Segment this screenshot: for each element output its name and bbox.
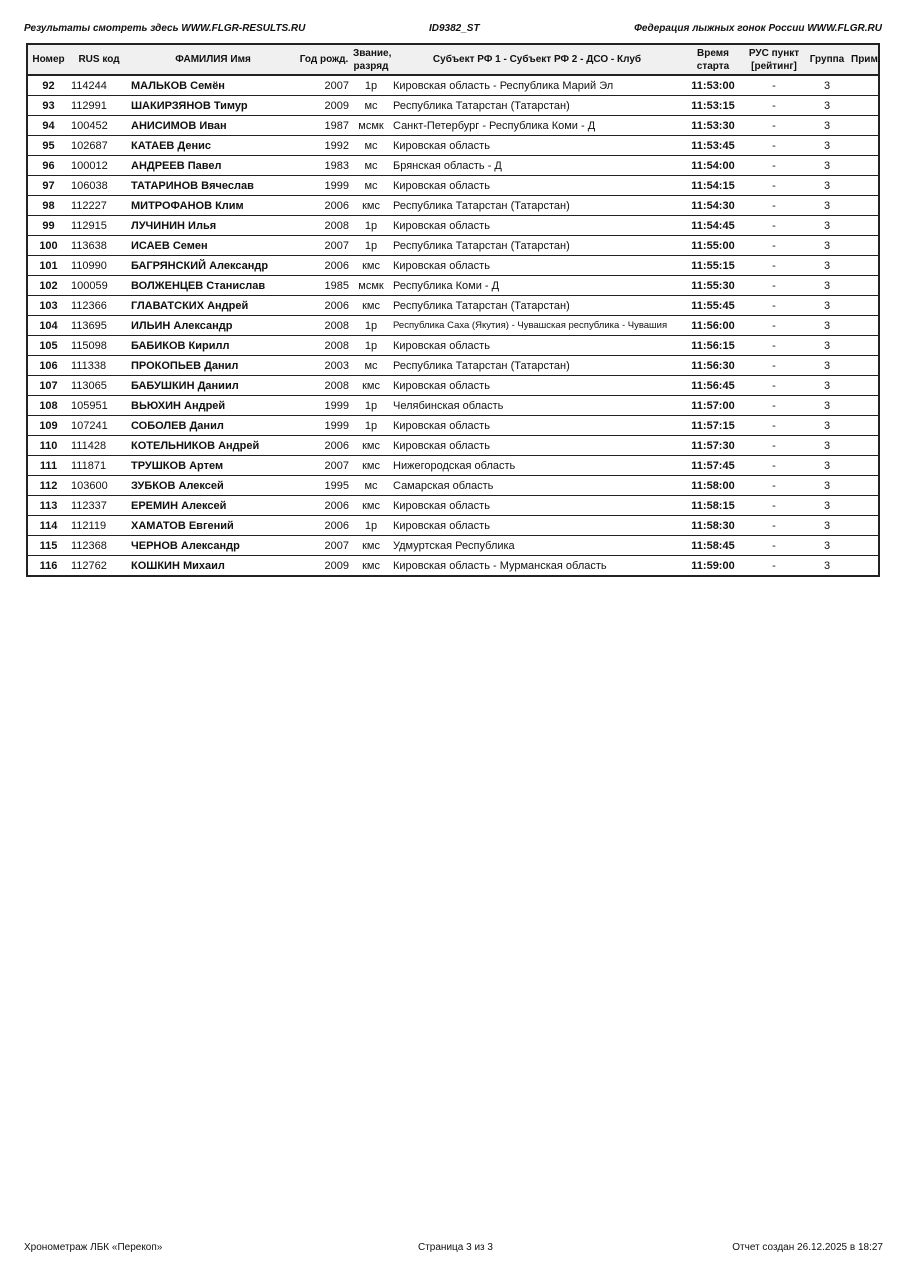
cell-code: 112368 [69, 536, 129, 556]
cell-group: 3 [805, 216, 849, 236]
cell-note [849, 116, 879, 136]
cell-rank: 1р [351, 216, 391, 236]
cell-code: 100059 [69, 276, 129, 296]
cell-region: Самарская область [391, 476, 683, 496]
cell-code: 107241 [69, 416, 129, 436]
table-row [27, 476, 879, 496]
cell-time: 11:54:00 [683, 156, 743, 176]
cell-note [849, 176, 879, 196]
table-row [27, 176, 879, 196]
document-id: ID9382_ST [429, 23, 480, 34]
table-row [27, 75, 879, 96]
cell-note [849, 236, 879, 256]
cell-group: 3 [805, 496, 849, 516]
cell-rus: - [743, 216, 805, 236]
cell-rus: - [743, 96, 805, 116]
cell-time: 11:58:45 [683, 536, 743, 556]
cell-time: 11:59:00 [691, 559, 735, 572]
cell-region: Республика Татарстан (Татарстан) [391, 196, 683, 216]
cell-time: 11:57:00 [683, 396, 743, 416]
cell-num: 96 [27, 156, 69, 176]
column-header-year: Год рожд. [297, 44, 351, 75]
cell-year: 2006 [297, 256, 351, 276]
cell-rank: мсмк [351, 116, 391, 136]
cell-rank: 1р [351, 336, 391, 356]
cell-rus: - [743, 316, 805, 336]
table-row [27, 396, 879, 416]
cell-time: 11:55:15 [683, 256, 743, 276]
cell-code: 112991 [69, 96, 129, 116]
cell-rank: мс [351, 476, 391, 496]
cell-rank: 1р [351, 396, 391, 416]
cell-code: 115098 [69, 336, 129, 356]
table-row [27, 556, 879, 577]
cell-time: 11:54:30 [683, 196, 743, 216]
column-header-group: Группа [805, 44, 849, 75]
cell-note [849, 376, 879, 396]
cell-time: 11:58:15 [683, 496, 743, 516]
cell-note [849, 256, 879, 276]
table-row [27, 456, 879, 476]
cell-year: 2009 [324, 559, 349, 572]
table-row [27, 436, 879, 456]
table-row [27, 416, 879, 436]
column-header-time: Время старта [683, 44, 743, 75]
cell-group: 3 [805, 196, 849, 216]
cell-note [849, 296, 879, 316]
cell-name: ЗУБКОВ Алексей [129, 476, 297, 496]
cell-note [849, 216, 879, 236]
cell-region: Санкт-Петербург - Республика Коми - Д [391, 116, 683, 136]
cell-region: Нижегородская область [391, 456, 683, 476]
cell-group: 3 [805, 516, 849, 536]
cell-year: 1999 [297, 176, 351, 196]
cell-year: 1983 [297, 156, 351, 176]
cell-time: 11:53:00 [683, 75, 743, 96]
cell-name: ЧЕРНОВ Александр [129, 536, 297, 556]
cell-time: 11:57:45 [683, 456, 743, 476]
page-number: Страница 3 из 3 [418, 1242, 493, 1253]
cell-name: ЕРЕМИН Алексей [129, 496, 297, 516]
cell-num: 108 [27, 396, 69, 416]
cell-rus: - [743, 276, 805, 296]
cell-code: 113638 [69, 236, 129, 256]
cell-region: Кировская область [391, 256, 683, 276]
cell-rus: - [743, 356, 805, 376]
cell-year: 1999 [297, 396, 351, 416]
cell-region: Республика Саха (Якутия) - Чувашская республика - Чувашия [391, 316, 683, 336]
cell-name: АНИСИМОВ Иван [129, 116, 297, 136]
cell-group: 3 [805, 75, 849, 96]
cell-rank: 1р [351, 416, 391, 436]
cell-rank: мс [351, 136, 391, 156]
cell-num: 107 [27, 376, 69, 396]
cell-rus: - [743, 75, 805, 96]
cell-rank: кмс [351, 296, 391, 316]
cell-code: 105951 [69, 396, 129, 416]
column-header-rus: РУС пункт [рейтинг] [743, 44, 805, 75]
cell-year: 2008 [297, 376, 351, 396]
cell-name: ПРОКОПЬЕВ Данил [129, 356, 297, 376]
cell-group: 3 [805, 456, 849, 476]
cell-year: 2008 [297, 336, 351, 356]
cell-code: 112366 [69, 296, 129, 316]
table-row [27, 236, 879, 256]
cell-note [849, 516, 879, 536]
cell-note [849, 416, 879, 436]
column-header-num: Номер [27, 44, 69, 75]
cell-name: МИТРОФАНОВ Клим [129, 196, 297, 216]
cell-name: СОБОЛЕВ Данил [129, 416, 297, 436]
timing-credit: Хронометраж ЛБК «Перекоп» [24, 1242, 163, 1253]
cell-rus: - [743, 256, 805, 276]
cell-rank: 1р [351, 75, 391, 96]
cell-region: Республика Коми - Д [391, 276, 683, 296]
cell-region: Республика Татарстан (Татарстан) [391, 236, 683, 256]
cell-code: 111338 [69, 356, 129, 376]
cell-code: 112119 [69, 516, 129, 536]
table-row [27, 496, 879, 516]
cell-code: 112915 [69, 216, 129, 236]
cell-group: 3 [805, 276, 849, 296]
cell-time: 11:56:15 [683, 336, 743, 356]
cell-name: ШАКИРЗЯНОВ Тимур [129, 96, 297, 116]
cell-rank: мс [351, 96, 391, 116]
table-row [27, 536, 879, 556]
table-header-row [27, 44, 879, 75]
cell-note [849, 556, 879, 577]
cell-rank: мс [351, 356, 391, 376]
cell-group: 3 [805, 156, 849, 176]
table-row [27, 96, 879, 116]
cell-name: КОШКИН Михаил [131, 559, 225, 572]
cell-group: 3 [805, 176, 849, 196]
cell-code: 113065 [69, 376, 129, 396]
cell-note [849, 136, 879, 156]
cell-code: 106038 [69, 176, 129, 196]
cell-name: КАТАЕВ Денис [129, 136, 297, 156]
cell-group: 3 [823, 559, 831, 572]
cell-num: 112 [27, 476, 69, 496]
cell-region: Республика Татарстан (Татарстан) [391, 356, 683, 376]
cell-rank: кмс [351, 436, 391, 456]
cell-year: 2007 [297, 236, 351, 256]
cell-name: БАБИКОВ Кирилл [129, 336, 297, 356]
cell-time: 11:57:30 [683, 436, 743, 456]
cell-note [849, 336, 879, 356]
cell-time: 11:58:00 [683, 476, 743, 496]
table-row [27, 516, 879, 536]
cell-num: 99 [27, 216, 69, 236]
cell-code: 102687 [69, 136, 129, 156]
cell-group: 3 [805, 476, 849, 496]
cell-rus: - [772, 559, 776, 572]
cell-year: 2008 [297, 316, 351, 336]
cell-num: 98 [27, 196, 69, 216]
cell-year: 2007 [297, 536, 351, 556]
cell-time: 11:54:15 [683, 176, 743, 196]
cell-time: 11:56:45 [683, 376, 743, 396]
cell-region: Кировская область - Мурманская область [393, 559, 607, 572]
cell-note [849, 436, 879, 456]
cell-note [849, 196, 879, 216]
cell-note [849, 156, 879, 176]
cell-region: Челябинская область [391, 396, 683, 416]
cell-time: 11:56:00 [683, 316, 743, 336]
cell-year: 2006 [297, 496, 351, 516]
page-footer [24, 1242, 883, 1256]
cell-note [849, 476, 879, 496]
cell-time: 11:56:30 [683, 356, 743, 376]
cell-rank: мс [351, 176, 391, 196]
cell-group: 3 [805, 236, 849, 256]
cell-rank: кмс [351, 196, 391, 216]
cell-name: КОТЕЛЬНИКОВ Андрей [129, 436, 297, 456]
cell-num: 94 [27, 116, 69, 136]
cell-rus: - [743, 536, 805, 556]
cell-time: 11:54:45 [683, 216, 743, 236]
cell-group: 3 [805, 416, 849, 436]
cell-num: 113 [27, 496, 69, 516]
cell-year: 2006 [297, 296, 351, 316]
cell-num: 116 [39, 559, 58, 572]
cell-rank: кмс [351, 536, 391, 556]
cell-year: 2006 [297, 516, 351, 536]
cell-num: 100 [27, 236, 69, 256]
cell-rus: - [743, 296, 805, 316]
cell-rus: - [743, 116, 805, 136]
cell-year: 2003 [297, 356, 351, 376]
cell-rus: - [743, 176, 805, 196]
cell-note [849, 456, 879, 476]
cell-group: 3 [805, 116, 849, 136]
cell-name: ИСАЕВ Семен [129, 236, 297, 256]
cell-time: 11:57:15 [683, 416, 743, 436]
report-created: Отчет создан 26.12.2025 в 18:27 [732, 1242, 883, 1253]
table-row [27, 316, 879, 336]
table-row [27, 296, 879, 316]
federation-text: Федерация лыжных гонок России WWW.FLGR.RU [634, 23, 882, 34]
cell-rank: мс [351, 156, 391, 176]
cell-rus: - [743, 416, 805, 436]
start-list-table [26, 43, 880, 577]
cell-name: ТРУШКОВ Артем [129, 456, 297, 476]
cell-note [849, 356, 879, 376]
cell-rank: кмс [351, 456, 391, 476]
cell-name: ЛУЧИНИН Илья [129, 216, 297, 236]
cell-code: 112337 [69, 496, 129, 516]
cell-rank: кмс [351, 376, 391, 396]
cell-group: 3 [805, 136, 849, 156]
cell-code: 103600 [69, 476, 129, 496]
cell-note [849, 316, 879, 336]
cell-rank: мсмк [351, 276, 391, 296]
cell-rus: - [743, 336, 805, 356]
cell-num: 103 [27, 296, 69, 316]
cell-time: 11:58:30 [683, 516, 743, 536]
cell-num: 106 [27, 356, 69, 376]
cell-group: 3 [805, 96, 849, 116]
table-row [27, 256, 879, 276]
cell-region: Республика Татарстан (Татарстан) [391, 96, 683, 116]
table-row [27, 156, 879, 176]
cell-region: Кировская область [391, 436, 683, 456]
table-row [27, 356, 879, 376]
cell-group: 3 [805, 336, 849, 356]
cell-group: 3 [805, 396, 849, 416]
cell-region: Кировская область [391, 336, 683, 356]
cell-rank: кмс [351, 256, 391, 276]
column-header-rank: Звание, разряд [351, 44, 391, 75]
cell-region: Кировская область [391, 216, 683, 236]
cell-name: ТАТАРИНОВ Вячеслав [129, 176, 297, 196]
cell-name: АНДРЕЕВ Павел [129, 156, 297, 176]
cell-num: 105 [27, 336, 69, 356]
table-row [27, 376, 879, 396]
cell-note [849, 276, 879, 296]
table-row [27, 136, 879, 156]
cell-code: 100452 [69, 116, 129, 136]
cell-region: Кировская область - Республика Марий Эл [391, 75, 683, 96]
cell-region: Кировская область [391, 136, 683, 156]
cell-rus: - [743, 516, 805, 536]
cell-name: БАГРЯНСКИЙ Александр [129, 256, 297, 276]
cell-group: 3 [805, 356, 849, 376]
cell-rus: - [743, 136, 805, 156]
cell-name: БАБУШКИН Даниил [129, 376, 297, 396]
cell-rus: - [743, 436, 805, 456]
cell-year: 1985 [297, 276, 351, 296]
cell-code: 112762 [71, 559, 107, 572]
cell-code: 100012 [69, 156, 129, 176]
cell-note [849, 496, 879, 516]
cell-num: 102 [27, 276, 69, 296]
cell-year: 1999 [297, 416, 351, 436]
cell-note [849, 536, 879, 556]
cell-code: 111428 [69, 436, 129, 456]
cell-rank: кмс [351, 496, 391, 516]
cell-code: 110990 [69, 256, 129, 276]
cell-rank: кмс [362, 559, 380, 572]
cell-time: 11:53:30 [683, 116, 743, 136]
cell-region: Республика Татарстан (Татарстан) [391, 296, 683, 316]
cell-group: 3 [805, 316, 849, 336]
cell-year: 1992 [297, 136, 351, 156]
cell-rus: - [743, 236, 805, 256]
cell-note [849, 75, 879, 96]
cell-num: 114 [27, 516, 69, 536]
table-row [27, 216, 879, 236]
table-row [27, 196, 879, 216]
cell-rus: - [743, 376, 805, 396]
cell-region: Кировская область [391, 496, 683, 516]
cell-num: 101 [27, 256, 69, 276]
cell-year: 2006 [297, 436, 351, 456]
cell-code: 114244 [69, 75, 129, 96]
cell-name: ГЛАВАТСКИХ Андрей [129, 296, 297, 316]
cell-year: 1987 [297, 116, 351, 136]
cell-name: ВЬЮХИН Андрей [129, 396, 297, 416]
cell-rus: - [743, 496, 805, 516]
cell-year: 2009 [297, 96, 351, 116]
cell-year: 1995 [297, 476, 351, 496]
cell-num: 115 [27, 536, 69, 556]
cell-rank: 1р [351, 236, 391, 256]
cell-time: 11:53:15 [683, 96, 743, 116]
cell-rus: - [743, 196, 805, 216]
cell-time: 11:55:00 [683, 236, 743, 256]
cell-time: 11:55:30 [683, 276, 743, 296]
cell-group: 3 [805, 536, 849, 556]
cell-year: 2008 [297, 216, 351, 236]
cell-num: 97 [27, 176, 69, 196]
cell-region: Кировская область [391, 516, 683, 536]
cell-group: 3 [805, 296, 849, 316]
table-row [27, 116, 879, 136]
results-link-text: Результаты смотреть здесь WWW.FLGR-RESULTS.RU [24, 23, 306, 34]
cell-rus: - [743, 156, 805, 176]
cell-num: 109 [27, 416, 69, 436]
cell-year: 2006 [297, 196, 351, 216]
cell-num: 104 [27, 316, 69, 336]
table-row [27, 276, 879, 296]
cell-code: 112227 [69, 196, 129, 216]
cell-region: Кировская область [391, 376, 683, 396]
cell-region: Кировская область [391, 176, 683, 196]
cell-note [849, 396, 879, 416]
column-header-note: Прим. [849, 44, 879, 75]
cell-group: 3 [805, 376, 849, 396]
cell-num: 93 [27, 96, 69, 116]
cell-rus: - [743, 396, 805, 416]
cell-rus: - [743, 476, 805, 496]
cell-time: 11:55:45 [683, 296, 743, 316]
cell-rank: 1р [351, 316, 391, 336]
cell-rus: - [743, 456, 805, 476]
cell-rank: 1р [351, 516, 391, 536]
column-header-name: ФАМИЛИЯ Имя [129, 44, 297, 75]
cell-note [849, 96, 879, 116]
cell-num: 95 [27, 136, 69, 156]
cell-num: 110 [27, 436, 69, 456]
cell-name: ВОЛЖЕНЦЕВ Станислав [129, 276, 297, 296]
cell-year: 2007 [297, 456, 351, 476]
table-row [27, 336, 879, 356]
cell-region: Кировская область [391, 416, 683, 436]
cell-name: ХАМАТОВ Евгений [129, 516, 297, 536]
column-header-region: Субъект РФ 1 - Субъект РФ 2 - ДСО - Клуб [391, 44, 683, 75]
cell-code: 113695 [69, 316, 129, 336]
cell-time: 11:53:45 [683, 136, 743, 156]
table-body [27, 75, 879, 576]
cell-region: Удмуртская Республика [391, 536, 683, 556]
cell-num: 111 [27, 456, 69, 476]
cell-name: ИЛЬИН Александр [129, 316, 297, 336]
column-header-code: RUS код [69, 44, 129, 75]
cell-code: 111871 [69, 456, 129, 476]
cell-year: 2007 [297, 75, 351, 96]
cell-group: 3 [805, 256, 849, 276]
cell-num: 92 [27, 75, 69, 96]
page-header [24, 23, 882, 37]
cell-region: Брянская область - Д [391, 156, 683, 176]
cell-name: МАЛЬКОВ Семён [129, 75, 297, 96]
cell-group: 3 [805, 436, 849, 456]
